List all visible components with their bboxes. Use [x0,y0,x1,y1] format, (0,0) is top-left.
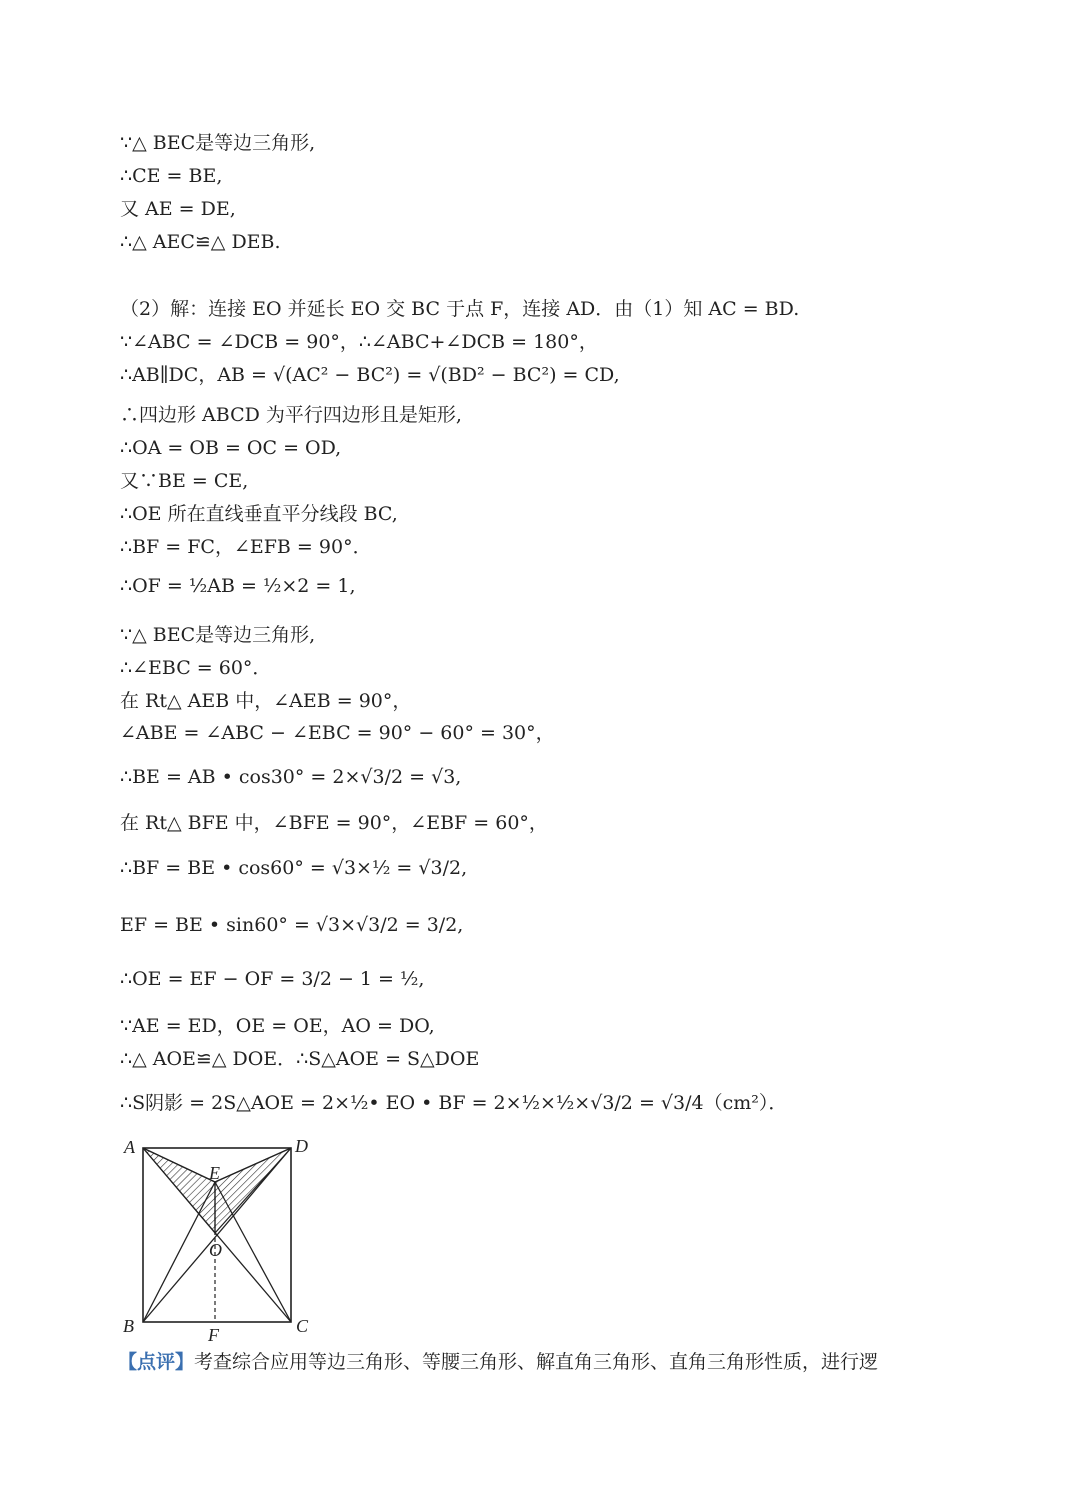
text-line: ∴AB∥DC，AB = √(AC² − BC²) = √(BD² − BC²) = CD, [120,364,620,386]
text-line: ∴OE 所在直线垂直平分线段 BC, [120,503,398,525]
text-line: ∵△ BEC是等边三角形, [120,132,316,154]
segment-ce [215,1182,291,1322]
text-line: EF = BE • sin60° = √3×√3/2 = 3/2, [120,914,464,936]
text-line: ∴△ AOE≌△ DOE．∴S△AOE = S△DOE [120,1048,480,1070]
text-line: 在 Rt△ AEB 中，∠AEB = 90°， [120,690,412,712]
label-a: A [124,1137,135,1157]
segment-be [143,1182,215,1322]
text-line: ∴四边形 ABCD 为平行四边形且是矩形, [120,404,462,426]
text-line: 在 Rt△ BFE 中，∠BFE = 90°，∠EBF = 60°， [120,812,548,834]
text-line: ∴BF = BE • cos60° = √3×½ = √3/2, [120,857,468,879]
text-line: ∠ABE = ∠ABC − ∠EBC = 90° − 60° = 30°， [120,722,555,744]
label-b: B [123,1316,134,1336]
label-f: F [208,1325,219,1345]
label-d: D [295,1136,308,1156]
text-line: ∴CE = BE, [120,165,223,187]
text-line: ∴OA = OB = OC = OD, [120,437,342,459]
text-line: ∴BF = FC，∠EFB = 90°． [120,536,372,558]
text-line: ∴△ AEC≌△ DEB. [120,231,281,253]
comment-tag: 【点评】 [118,1351,195,1373]
text-line: ∴∠EBC = 60°． [120,657,272,679]
text-line: ∴S阴影 = 2S△AOE = 2×½• EO • BF = 2×½×½×√3/2 = √3/4（cm²）． [120,1092,788,1114]
label-o: O [209,1240,222,1260]
label-e: E [209,1163,220,1183]
text-line: ∵△ BEC是等边三角形, [120,624,316,646]
text-line: 又∵BE = CE, [120,470,249,492]
text-line: ∵∠ABC = ∠DCB = 90°，∴∠ABC+∠DCB = 180°， [120,331,598,353]
text-line: ∴BE = AB • cos30° = 2×√3/2 = √3, [120,766,462,788]
text-line: ∴OE = EF − OF = 3/2 − 1 = ½, [120,968,425,990]
text-line: 又 AE = DE, [120,198,236,220]
label-c: C [296,1316,309,1336]
geometry-figure [118,1132,328,1347]
comment-line [118,1349,1040,1375]
text-line: （2）解：连接 EO 并延长 EO 交 BC 于点 F，连接 AD．由（1）知 AC = BD. [120,298,800,320]
comment-text: 考查综合应用等边三角形、等腰三角形、解直角三角形、直角三角形性质，进行逻 [194,1351,879,1373]
text-line: ∴OF = ½AB = ½×2 = 1, [120,575,356,597]
text-line: ∵AE = ED，OE = OE，AO = DO, [120,1015,435,1037]
